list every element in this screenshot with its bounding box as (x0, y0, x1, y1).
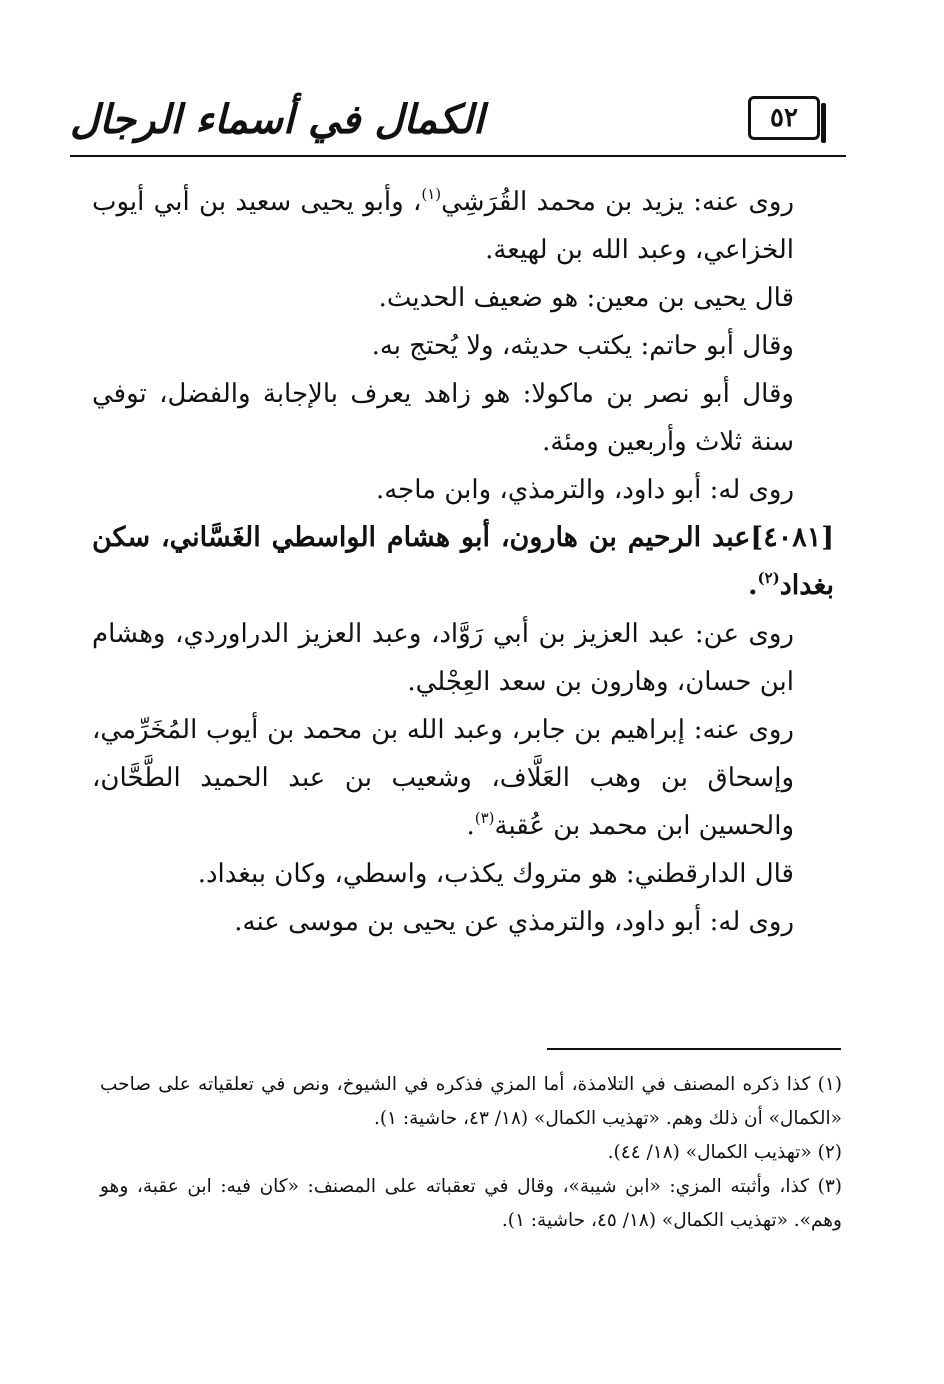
header-rule (70, 155, 846, 157)
entry-heading (92, 514, 834, 610)
running-header-title: الكمال في أسماء الرجال (70, 96, 485, 143)
entry-period: . (748, 570, 758, 601)
paragraph-period: . (466, 811, 475, 841)
page-number-box (748, 96, 820, 140)
paragraph-ibn-main: قال يحيى بن معين: هو ضعيف الحديث. (378, 283, 794, 313)
footnote-separator (547, 1048, 841, 1050)
paragraph-abu-hatim: وقال أبو حاتم: يكتب حديثه، ولا يُحتج به. (371, 331, 794, 361)
footnote-1: (١) كذا ذكره المصنف في التلامذة، أما المزي فذكره في الشيوخ، ونص في تعلقياته على صاحب «الكمال» أن ذلك وهم. «تهذيب الكمال» (١٨/ ٤٣، حاشية: ١). (100, 1074, 842, 1129)
paragraph-text: ، وأبو يحيى سعيد بن أبي أيوب الخزاعي، وعبد الله بن لهيعة. (92, 187, 794, 265)
footnote-3: (٣) كذا، وأثبته المزي: «ابن شيبة»، وقال في تعقباته على المصنف: «كان فيه: ابن عقبة، وهو وهم». «تهذيب الكمال» (١٨/ ٤٥، حاشية: ١). (100, 1176, 842, 1231)
paragraph-narrated-by: روى له: أبو داود، والترمذي، وابن ماجه. (375, 475, 794, 505)
footnote-ref-1[interactable]: (١) (421, 185, 442, 203)
footnotes (100, 1068, 842, 1238)
page-number: ٥٢ (770, 103, 798, 133)
footnote-2: (٢) «تهذيب الكمال» (١٨/ ٤٤). (607, 1142, 842, 1163)
paragraph-ibn-makula: وقال أبو نصر بن ماكولا: هو زاهد يعرف بالإجابة والفضل، توفي سنة ثلاث وأربعين ومئة. (92, 379, 794, 457)
paragraph-narrators-from-2 (92, 706, 834, 850)
footnote-ref-3[interactable]: (٣) (474, 809, 495, 827)
paragraph-text: روى عنه: إبراهيم بن جابر، وعبد الله بن محمد بن أيوب المُخَرِّمي، وإسحاق بن وهب العَلَّاف، وشعيب بن عبد الحميد الطَّحَّان، والحسين ابن محمد بن عُقبة (92, 715, 794, 841)
paragraph-narrated-by-2: روى له: أبو داود، والترمذي عن يحيى بن موسى عنه. (234, 907, 794, 937)
entry-number: [٤٠٨١] (750, 522, 834, 553)
entry-title: عبد الرحيم بن هارون، أبو هشام الواسطي الغَسَّاني، سكن بغداد (92, 522, 834, 601)
footnote-ref-2[interactable]: (٢) (757, 569, 780, 587)
paragraph-text: روى عنه: يزيد بن محمد القُرَشِي (441, 187, 795, 217)
paragraph-daraqutni: قال الدارقطني: هو متروك يكذب، واسطي، وكان ببغداد. (197, 859, 794, 889)
main-text (92, 178, 834, 946)
paragraph-narrated-from: روى عن: عبد العزيز بن أبي رَوَّاد، وعبد العزيز الدراوردي، وهشام ابن حسان، وهارون بن سعد العِجْلي. (92, 619, 794, 697)
paragraph-narrators-from (92, 178, 834, 274)
